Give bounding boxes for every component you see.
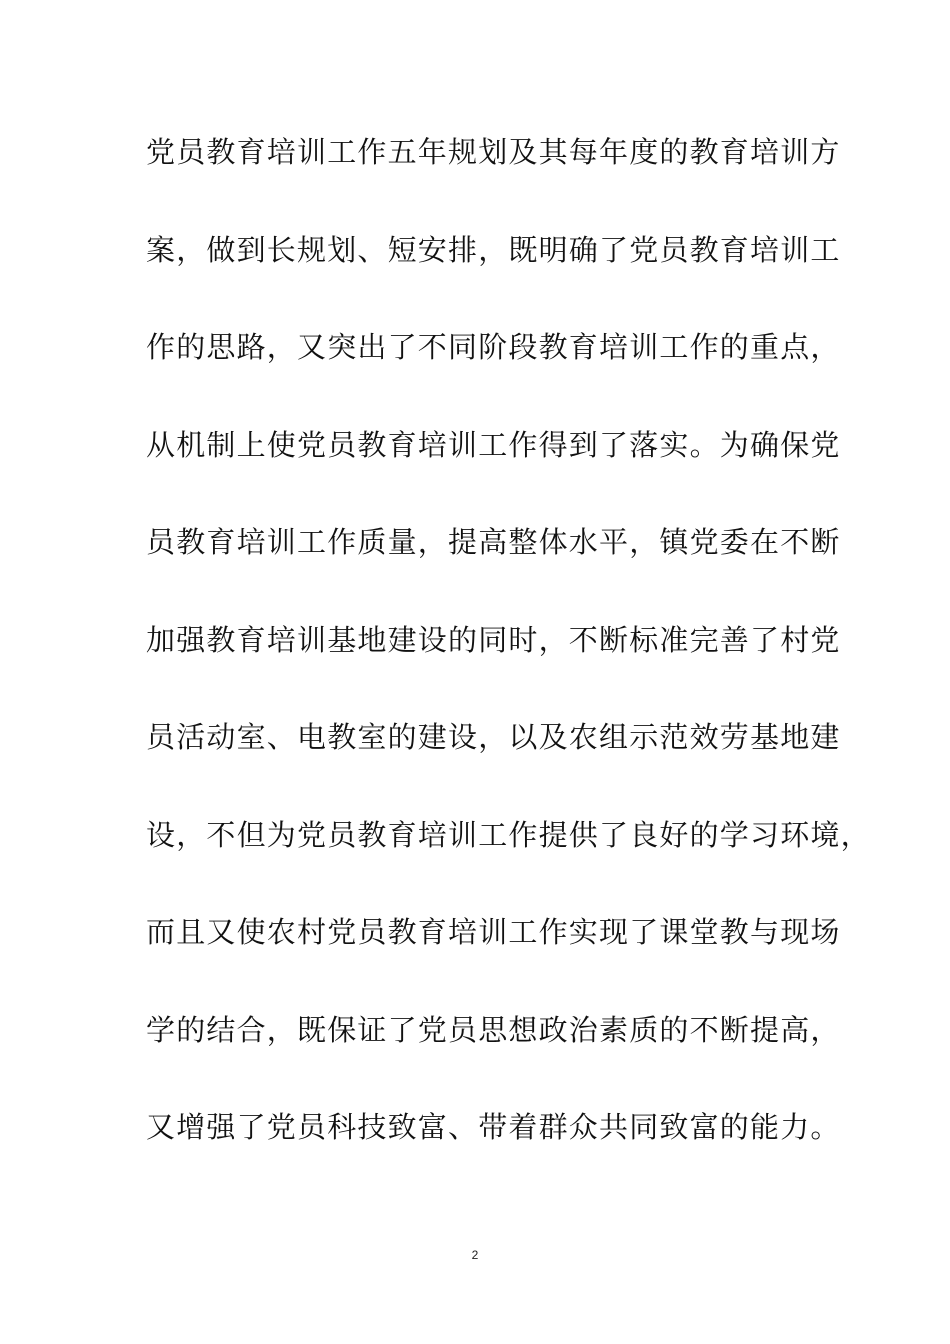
text-line: 设，不但为党员教育培训工作提供了良好的学习环境， (146, 817, 871, 852)
text-line: 学的结合，既保证了党员思想政治素质的不断提高， (146, 1012, 841, 1047)
text-line: 案，做到长规划、短安排，既明确了党员教育培训工 (146, 232, 841, 267)
text-line: 员活动室、电教室的建设，以及农组示范效劳基地建 (146, 720, 841, 754)
page-number: 2 (471, 1248, 479, 1262)
text-line: 从机制上使党员教育培训工作得到了落实。为确保党 (146, 427, 841, 462)
text-line: 党员教育培训工作五年规划及其每年度的教育培训方 (146, 135, 841, 169)
text-line: 加强教育培训基地建设的同时，不断标准完善了村党 (146, 622, 841, 657)
body-text (146, 127, 871, 1200)
text-line: 作的思路，又突出了不同阶段教育培训工作的重点， (146, 330, 841, 364)
text-line: 又增强了党员科技致富、带着群众共同致富的能力。 (146, 1110, 841, 1144)
text-line: 而且又使农村党员教育培训工作实现了课堂教与现场 (146, 915, 841, 949)
text-line: 员教育培训工作质量，提高整体水平，镇党委在不断 (146, 525, 841, 559)
